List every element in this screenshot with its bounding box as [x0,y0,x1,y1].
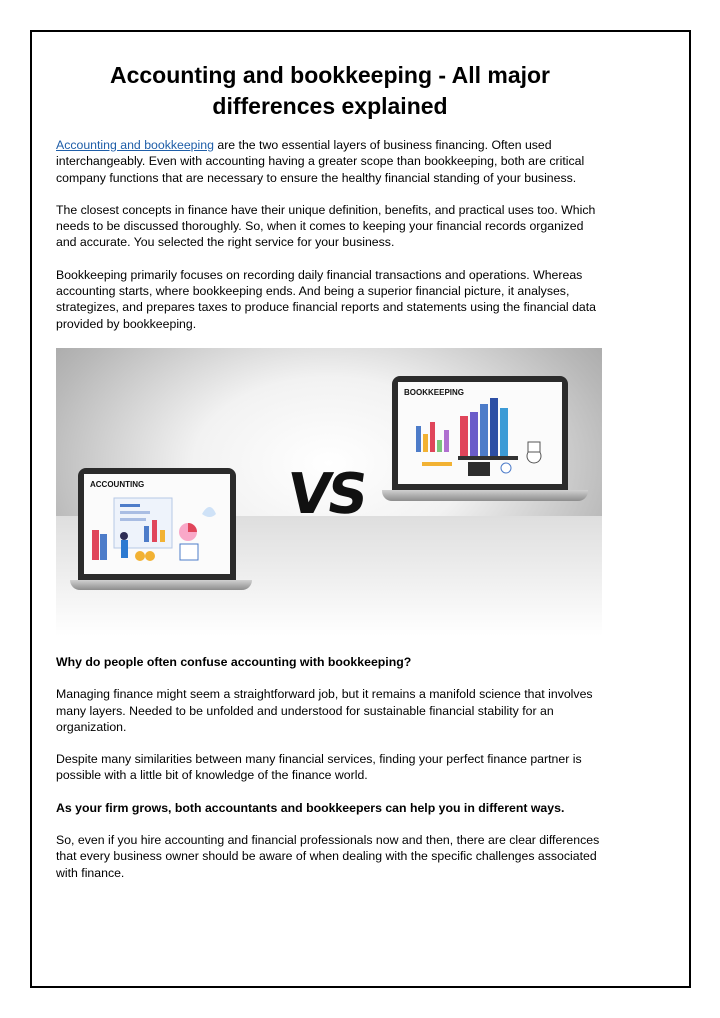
bookkeeping-illustration [398,382,562,484]
accounting-illustration [84,474,230,574]
heading-confuse: Why do people often confuse accounting with bookkeeping? [56,654,412,669]
bookkeeping-laptop [392,376,592,506]
vs-text: VS [283,461,369,527]
document-content [56,60,604,897]
bookkeeping-label: BOOKKEEPING [404,387,465,397]
paragraph-6: So, even if you hire accounting and financial professionals now and then, there are clear differences that every business owner should be aware of when dealing with the specific challenges associated with finance. [56,833,600,880]
paragraph-3: Bookkeeping primarily focuses on recording daily financial transactions and operations. Whereas accounting starts, where bookkeeping ends. And being a superior financial picture, it analyses, strategizes, and prepares taxes to produce financial reports and statements using the financial data provided by bookkeeping. [56,267,597,331]
paragraph-4: Managing finance might seem a straightforward job, but it remains a manifold science that involves many layers. Needed to be unfolded and understood for sustainable financial stability for an organization. [56,687,593,734]
intro-paragraph [56,137,604,186]
paragraph-5: Despite many similarities between many financial services, finding your perfect finance partner is possible with a little bit of knowledge of the finance world. [56,752,582,783]
bookkeeping-display [398,382,562,484]
heading-firm-grows: As your firm grows, both accountants and bookkeepers can help you in different ways. [56,800,565,815]
intro-text: are the two essential layers of business financing. Often used interchangeably. Even with accounting having a greater scope than bookkeeping, both are critical company functions that are necessary to ensure the healthy financial standing of your business. [56,138,585,185]
page-title: Accounting and bookkeeping - All major differences explained [109,62,550,119]
accounting-laptop [78,468,258,594]
paragraph-2: The closest concepts in finance have their unique definition, benefits, and practical uses too. Which needs to be discussed thoroughly. So, when it comes to keeping your financial records organized and accurate. You selected the right service for your business. [56,202,596,250]
accounting-vs-bookkeeping-image [56,348,602,636]
accounting-laptop-base [70,580,252,590]
accounting-bookkeeping-link[interactable]: Accounting and bookkeeping [56,138,214,152]
accounting-display [84,474,230,574]
bookkeeping-laptop-base [382,490,588,501]
accounting-laptop-screen [78,468,236,580]
bookkeeping-laptop-screen [392,376,568,490]
accounting-label: ACCOUNTING [90,479,145,489]
